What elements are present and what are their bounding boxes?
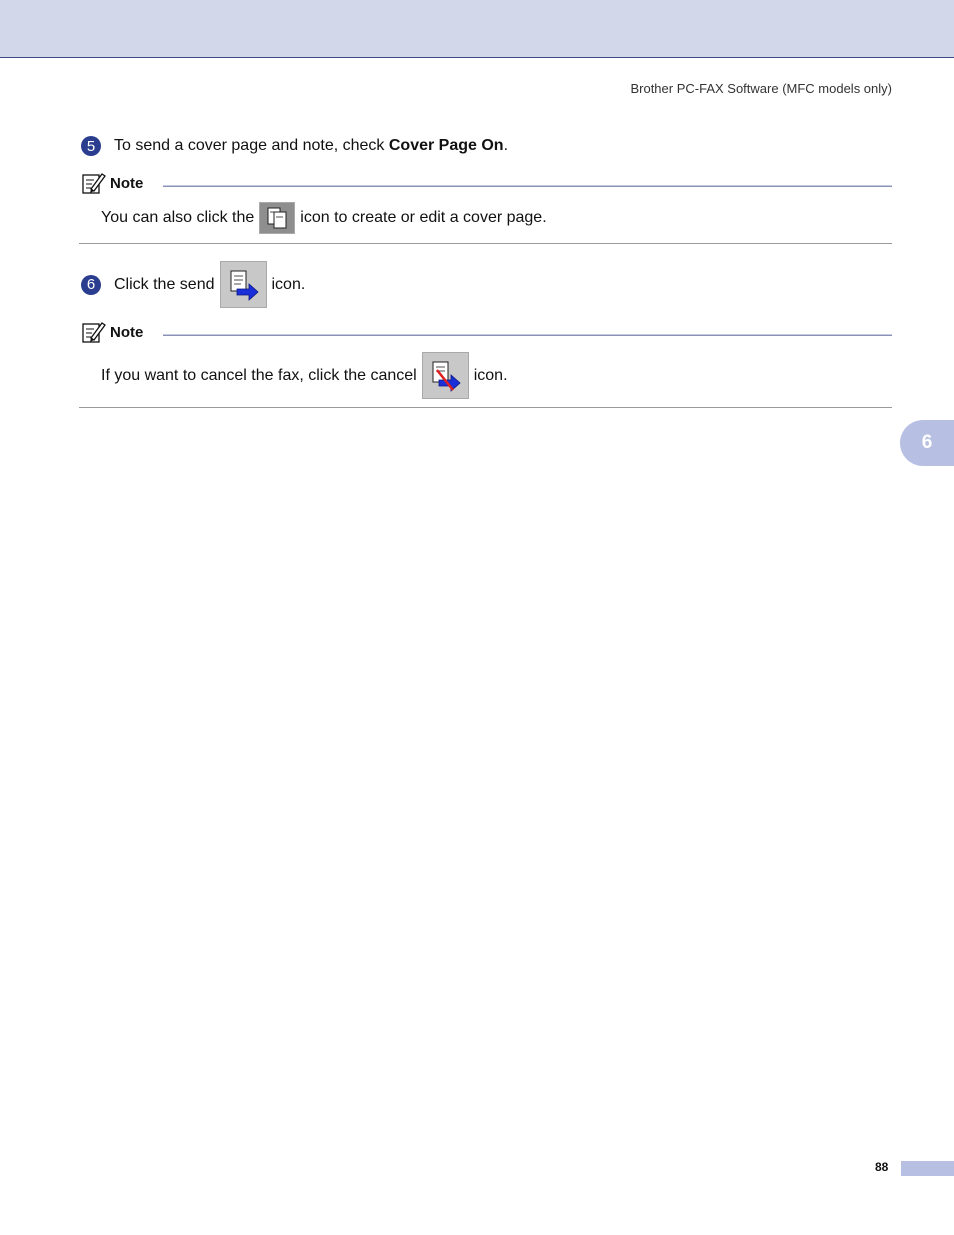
note-1-end-rule: [79, 243, 892, 244]
send-fax-icon[interactable]: [220, 261, 267, 308]
step-number-5: 5: [81, 136, 101, 156]
note-1-body: [101, 202, 547, 234]
note-2-text-before: If you want to cancel the fax, click the cancel: [101, 366, 417, 384]
cover-page-on-label: Cover Page On: [388, 137, 504, 154]
step-5-text: To send a cover page and note, check Cover Page On.: [114, 137, 509, 154]
note-1-header: [82, 171, 892, 195]
note-2-end-rule: [79, 407, 892, 408]
page-number-bar: [901, 1161, 954, 1176]
note-2-label: Note: [110, 323, 144, 341]
note-2-text-after: icon.: [473, 366, 508, 384]
note-pencil-icon: [82, 320, 106, 344]
cover-page-icon[interactable]: [259, 202, 295, 234]
cancel-fax-icon[interactable]: [422, 352, 469, 399]
note-2-header: [82, 320, 892, 344]
top-band: [0, 0, 954, 58]
note-2-rule: [163, 334, 892, 336]
chapter-tab: 6: [900, 420, 954, 466]
page-number: 88: [875, 1160, 889, 1174]
step-5: [81, 136, 508, 156]
step-6-text-before: Click the send: [114, 275, 215, 293]
note-pencil-icon: [82, 171, 106, 195]
note-1-text-before: You can also click the: [101, 209, 255, 226]
note-1-rule: [163, 185, 892, 187]
step-6: [81, 261, 305, 308]
note-1-label: Note: [110, 174, 144, 192]
running-header: Brother PC-FAX Software (MFC models only): [630, 81, 892, 96]
note-2-body: [101, 352, 508, 399]
step-number-6: 6: [81, 275, 101, 295]
note-1-text-after: icon to create or edit a cover page.: [300, 209, 547, 226]
step-6-text-after: icon.: [271, 275, 306, 293]
